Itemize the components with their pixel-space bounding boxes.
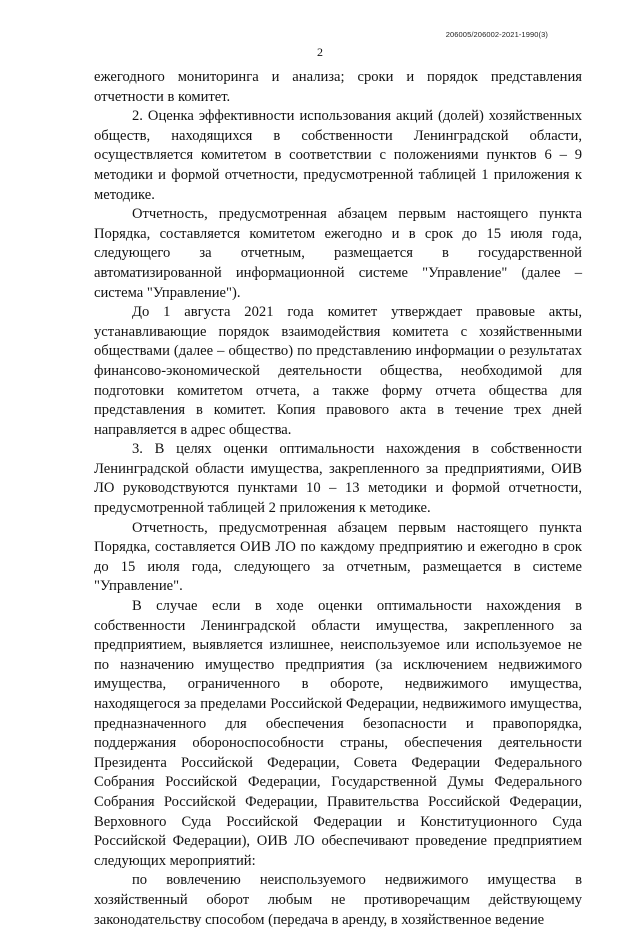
paragraph-reporting-committee: Отчетность, предусмотренная абзацем первым настоящего пункта Порядка, составляется комитетом ежегодно и в срок до 15 июля года, следующего за отчетным, размещается в государственной автоматизированной информационной системе "Управление" (далее – система "Управление"). (94, 206, 582, 301)
paragraph-surplus-property: В случае если в ходе оценки оптимальности нахождения в собственности Ленинградской области имущества, закрепленного за предприятием, выявляется излишнее, неиспользуемое или используемое не по назначению имущество предприятия (за исключением недвижимого имущества, ограниченного в обороте, недвижимого имущества, находящегося за пределами Российской Федерации, недвижимого имущества, предназначенного для обеспечения безопасности и правопорядка, поддержания обороноспособности страны, обеспечения деятельности Президента Российской Федерации, Совета Федерации Федерального Собрания Российской Федерации, Государственной Думы Федерального Собрания Российской Федерации, Правительства Российской Федерации, Верховного Суда Российской Федерации и Конституционного Суда Российской Федерации), ОИВ ЛО обеспечивают проведение предприятием следующих мероприятий: (94, 598, 582, 869)
page-number: 2 (317, 45, 323, 59)
paragraph-item-3: 3. В целях оценки оптимальности нахождения в собственности Ленинградской области имущества, закрепленного за предприятиями, ОИВ ЛО руководствуются пунктами 10 – 13 методики и формой отчетности, предусмотренной таблицей 2 приложения к методике. (94, 441, 582, 517)
paragraph-legal-acts: До 1 августа 2021 года комитет утверждает правовые акты, устанавливающие порядок взаимодействия комитета с хозяйственными обществами (далее – общество) по представлению информации о результатах финансово-экономической деятельности общества, необходимой для подготовки комитетом отчета, а также форму отчета общества для представления в комитет. Копия правового акта в течение трех дней направляется в адрес общества. (94, 304, 582, 438)
document-body (94, 68, 582, 930)
document-id: 206005/206002-2021-1990(3) (445, 30, 548, 39)
paragraph-continuation: ежегодного мониторинга и анализа; сроки и порядок представления отчетности в комитет. (94, 69, 582, 105)
paragraph-reporting-oiv: Отчетность, предусмотренная абзацем первым настоящего пункта Порядка, составляется ОИВ ЛО по каждому предприятию и ежегодно в срок до 15 июля года, следующего за отчетным, размещается в системе "Управление". (94, 519, 582, 595)
paragraph-item-2: 2. Оценка эффективности использования акций (долей) хозяйственных обществ, находящихся в собственности Ленинградской области, осуществляется комитетом в соответствии с положениями пунктов 6 – 9 методики и формой отчетности, предусмотренной таблицей 1 приложения к методике. (94, 108, 582, 203)
paragraph-involvement: по вовлечению неиспользуемого недвижимого имущества в хозяйственный оборот любым не противоречащим действующему законодательству способом (передача в аренду, в хозяйственное ведение (94, 872, 582, 928)
